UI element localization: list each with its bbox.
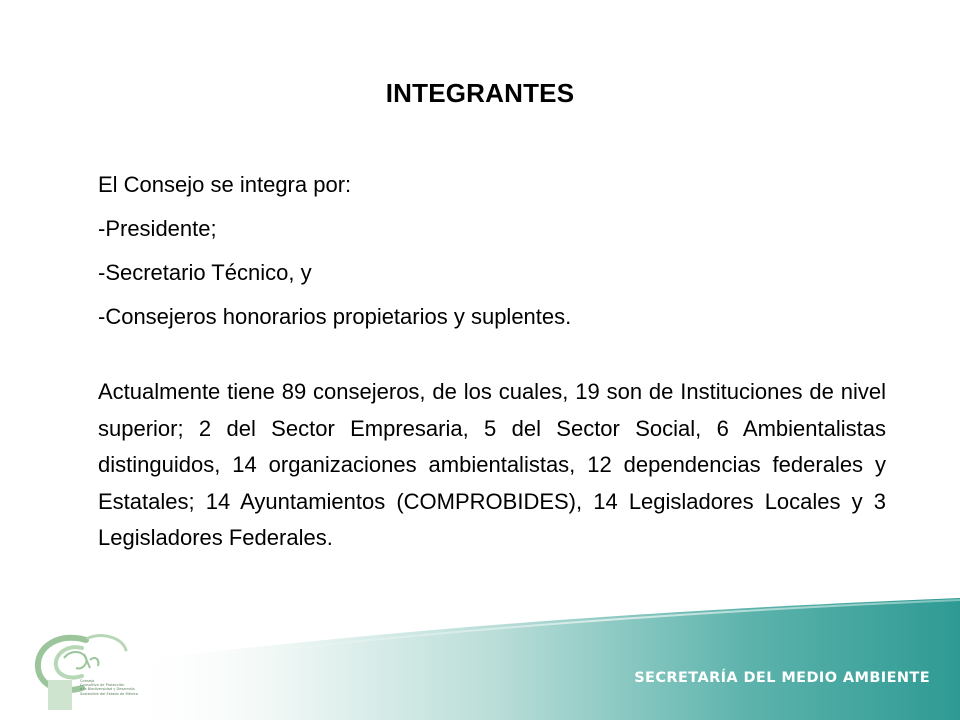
logo-caption-line: Consultivo de Protección xyxy=(80,683,125,688)
council-logo xyxy=(30,628,134,712)
logo-caption-line: Sostenible del Estado de México xyxy=(80,691,139,696)
logo-caption-line: Consejo xyxy=(80,679,95,683)
members-item-councilors: -Consejeros honorarios propietarios y suplentes. xyxy=(98,304,572,329)
members-item-secretary: -Secretario Técnico, y xyxy=(98,260,312,285)
members-list xyxy=(98,163,898,339)
composition-paragraph: Actualmente tiene 89 consejeros, de los cuales, 19 son de Instituciones de nivel superior; 2 del Sector Empresaria, 5 del Sector Social, 6 Ambientalistas distinguidos, 14 organizaciones ambientalistas, 12 dependencias federales y Estatales; 14 Ayuntamientos (COMPROBIDES), 14 Legisladores Locales y 3 Legisladores Federales. xyxy=(98,379,886,550)
logo-caption-line: a la Biodiversidad y Desarrollo xyxy=(80,687,135,692)
footer-label: SECRETARÍA DEL MEDIO AMBIENTE xyxy=(634,670,930,686)
footer-band xyxy=(0,590,960,720)
members-intro: El Consejo se integra por: xyxy=(98,172,352,197)
members-item-president: -Presidente; xyxy=(98,216,217,241)
slide-title: INTEGRANTES xyxy=(385,78,575,108)
logo-caption xyxy=(80,679,140,696)
